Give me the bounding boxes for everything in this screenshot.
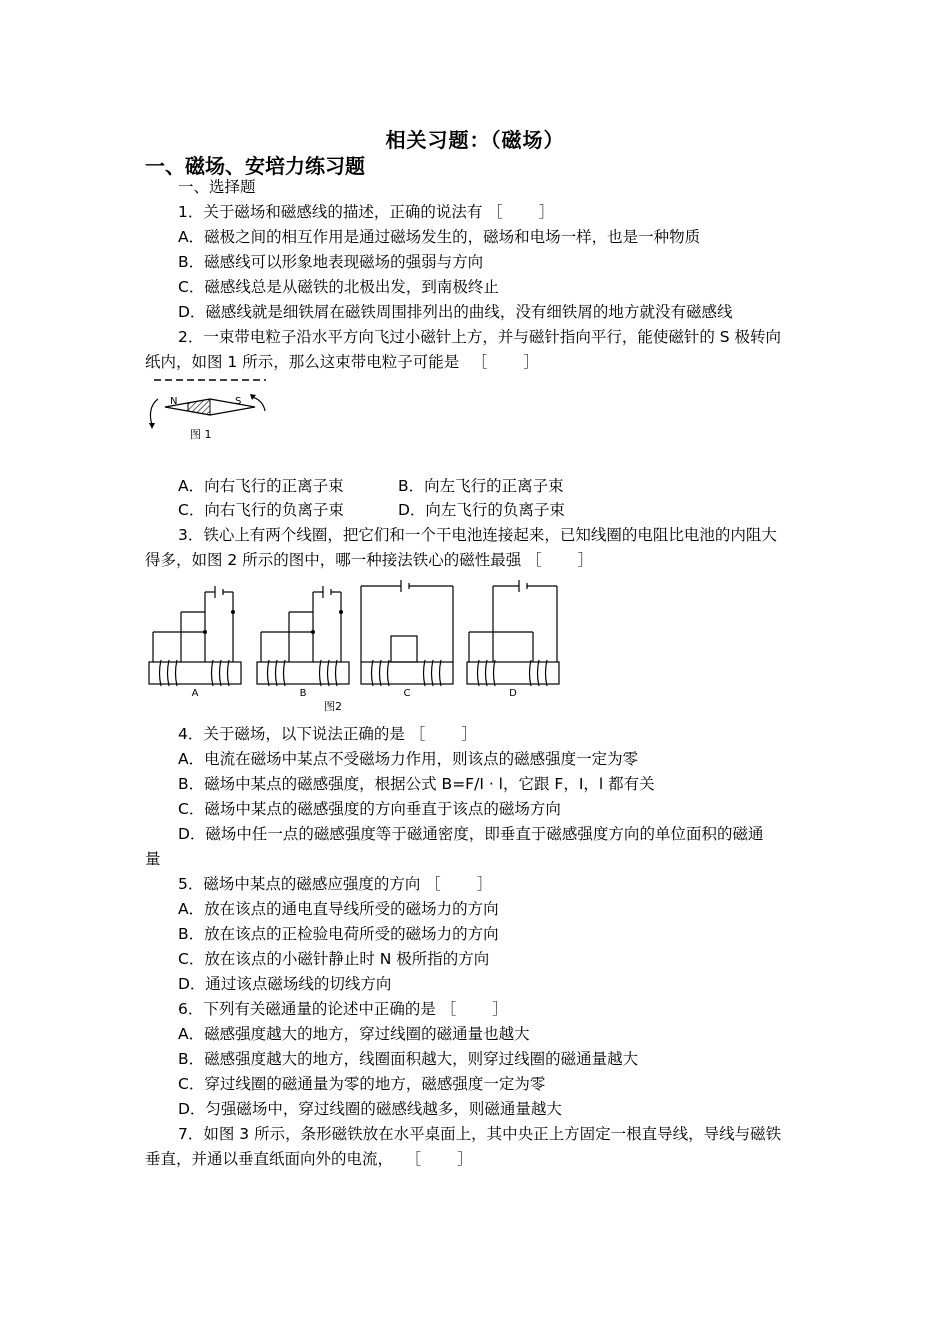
junction-dot: [231, 610, 235, 614]
rotation-arrow-left: [150, 399, 158, 425]
q7-stem-line1: 7．如图 3 所示，条形磁铁放在水平桌面上，其中央正上方固定一根直导线，导线与磁铁: [178, 1125, 782, 1143]
q4-option-a: A．电流在磁场中某点不受磁场力作用，则该点的磁感强度一定为零: [178, 750, 639, 768]
junction-dot: [311, 630, 315, 634]
q6-option-b: B．磁感强度越大的地方，线圈面积越大，则穿过线圈的磁通量越大: [178, 1050, 639, 1068]
figure-2-label-c: C: [403, 688, 411, 699]
q7-stem-line2: 垂直，并通以垂直纸面向外的电流， ［ ］: [145, 1150, 473, 1168]
q5-option-d: D．通过该点磁场线的切线方向: [178, 975, 392, 993]
q2-stem-line2: 纸内，如图 1 所示，那么这束带电粒子可能是 ［ ］: [145, 353, 539, 371]
q3-stem-line1: 3．铁心上有两个线圈，把它们和一个干电池连接起来，已知线圈的电阻比电池的内阻大: [178, 526, 777, 544]
q5-option-a: A．放在该点的通电直导线所受的磁场力的方向: [178, 900, 499, 918]
q4-option-b: B．磁场中某点的磁感强度，根据公式 B=F/I · l，它跟 F，I，l 都有关: [178, 775, 655, 793]
q4-stem: 4．关于磁场，以下说法正确的是 ［ ］: [178, 725, 477, 743]
figure-2-label-b: B: [299, 688, 307, 699]
q6-stem: 6．下列有关磁通量的论述中正确的是 ［ ］: [178, 1000, 508, 1018]
q5-option-c: C．放在该点的小磁针静止时 N 极所指的方向: [178, 950, 490, 968]
core-link: [391, 636, 417, 662]
subsection-heading: 一、选择题: [178, 178, 256, 196]
junction-dot: [203, 630, 207, 634]
figure-2-label-a: A: [191, 688, 199, 699]
figure-2-label-d: D: [509, 688, 517, 699]
q2-option-d: D．向左飞行的负离子束: [398, 501, 565, 519]
q3-stem-line2: 得多，如图 2 所示的图中，哪一种接法铁心的磁性最强 ［ ］: [145, 551, 594, 569]
q1-option-b: B．磁感线可以形象地表现磁场的强弱与方向: [178, 253, 484, 271]
figure-1-s-label: S: [235, 396, 242, 407]
q1-option-d: D．磁感线就是细铁屑在磁铁周围排列出的曲线，没有细铁屑的地方就没有磁感线: [178, 303, 733, 321]
page-title: 相关习题：（磁场）: [385, 128, 565, 152]
rotation-arrow-right: [252, 397, 265, 411]
q1-stem: 1．关于磁场和磁感线的描述，正确的说法有 ［ ］: [178, 203, 555, 221]
q2-stem-line1: 2．一束带电粒子沿水平方向飞过小磁针上方，并与磁针指向平行，能使磁针的 S 极转向: [178, 328, 782, 346]
q5-stem: 5．磁场中某点的磁感应强度的方向 ［ ］: [178, 875, 493, 893]
junction-dot: [339, 610, 343, 614]
q1-option-c: C．磁感线总是从磁铁的北极出发，到南极终止: [178, 278, 499, 296]
q2-option-a: A．向右飞行的正离子束: [178, 477, 344, 495]
q6-option-d: D．匀强磁场中，穿过线圈的磁感线越多，则磁通量越大: [178, 1100, 562, 1118]
q4-option-d-line1: D．磁场中任一点的磁感强度等于磁通密度，即垂直于磁感强度方向的单位面积的磁通: [178, 825, 764, 843]
figure-2: [145, 576, 575, 716]
q4-option-d-line2: 量: [145, 850, 161, 868]
figure-2-caption: 图2: [324, 700, 342, 713]
figure-1-caption: 图 1: [190, 428, 212, 441]
q1-option-a: A．磁极之间的相互作用是通过磁场发生的，磁场和电场一样，也是一种物质: [178, 228, 701, 246]
q2-option-c: C．向右飞行的负离子束: [178, 501, 344, 519]
figure-1: [140, 373, 280, 445]
q2-option-b: B．向左飞行的正离子束: [398, 477, 564, 495]
q4-option-c: C．磁场中某点的磁感强度的方向垂直于该点的磁场方向: [178, 800, 561, 818]
figure-1-n-label: N: [170, 396, 178, 407]
section-heading: 一、磁场、安培力练习题: [145, 154, 365, 178]
q6-option-a: A．磁感强度越大的地方，穿过线圈的磁通量也越大: [178, 1025, 530, 1043]
q5-option-b: B．放在该点的正检验电荷所受的磁场力的方向: [178, 925, 499, 943]
q6-option-c: C．穿过线圈的磁通量为零的地方，磁感强度一定为零: [178, 1075, 546, 1093]
